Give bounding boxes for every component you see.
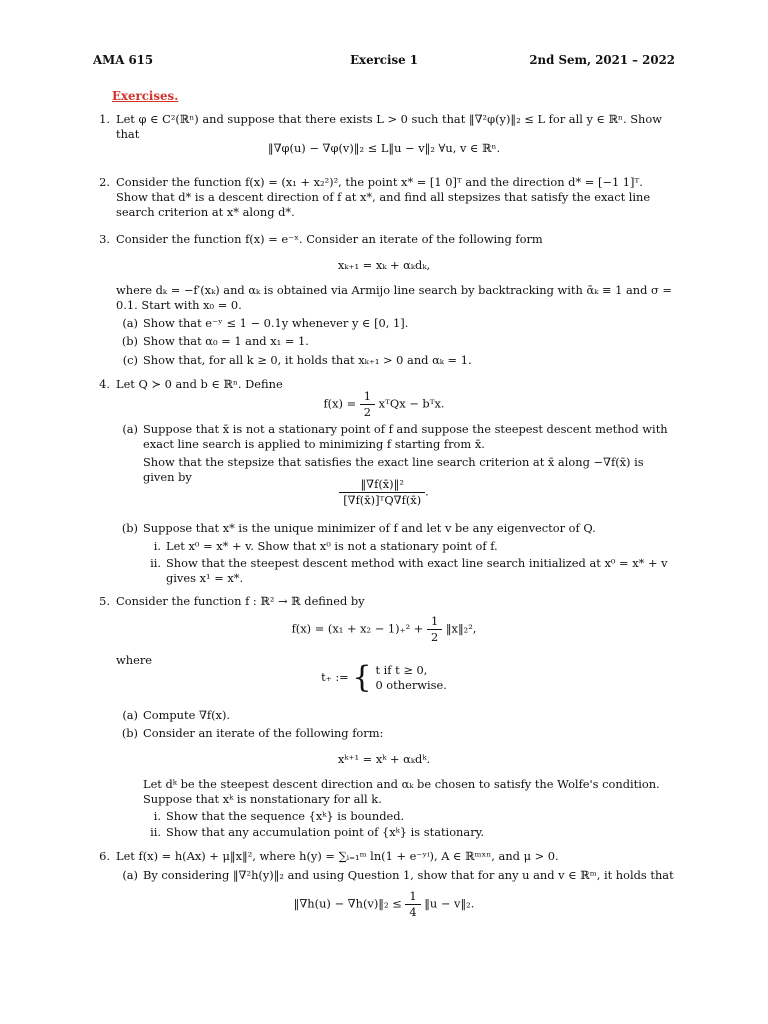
part-label: (a)	[122, 316, 138, 330]
cases-list: t if t ≥ 0, 0 otherwise.	[375, 663, 447, 692]
exercise-5-part-b-i	[153, 809, 675, 824]
exercise-6-part-a	[122, 868, 675, 883]
part-text: Show that e⁻ʸ ≤ 1 − 0.1y whenever y ∈ [0, 1].	[143, 316, 409, 330]
part-text: Suppose that x̄ is not a stationary point of f and suppose the steepest descent method with exact line search is applied to minimizing f starting from x̄.	[143, 422, 668, 451]
exercise-3	[99, 232, 675, 247]
part-label: (a)	[122, 868, 138, 882]
part-label: (b)	[121, 726, 138, 740]
part-label: (b)	[121, 521, 138, 535]
subpart-text: Show that the sequence {xᵏ} is bounded.	[166, 809, 405, 823]
part-text: By considering ‖∇²h(y)‖₂ and using Question 1, show that for any u and v ∈ ℝᵐ, it holds that	[143, 868, 674, 882]
exercise-3-text2: where dₖ = −f′(xₖ) and αₖ is obtained via Armijo line search by backtracking with ᾱₖ ≡ 1 and σ = 0.1. Start with x₀ = 0.	[116, 283, 672, 312]
exercise-text: Let f(x) = h(Ax) + μ‖x‖², where h(y) = ∑ᵢ₌₁ᵐ ln(1 + e⁻ʸⁱ), A ∈ ℝᵐˣⁿ, and μ > 0.	[116, 849, 559, 863]
exercise-5-part-b-text2: Let dᵏ be the steepest descent direction and αₖ be chosen to satisfy the Wolfe's condition. Suppose that xᵏ is nonstationary for all k.	[143, 777, 660, 806]
exercise-1-equation: ‖∇φ(u) − ∇φ(v)‖₂ ≤ L‖u − v‖₂ ∀u, v ∈ ℝⁿ.	[267, 141, 501, 155]
left-brace: {	[352, 659, 372, 695]
part-text: Show that α₀ = 1 and x₁ = 1.	[143, 334, 309, 348]
part-text: Consider an iterate of the following form:	[143, 726, 384, 740]
exercise-5	[99, 594, 675, 609]
exercise-number: 4.	[99, 377, 110, 391]
exercise-4-part-a	[122, 422, 675, 452]
fraction: $\frac{\text{‖∇f(x̄)‖²}}{\text{[∇f(x̄)]ᵀQ∇f(x̄)}}$	[339, 477, 425, 508]
exercise-5-part-b	[121, 726, 675, 741]
subpart-label: ii.	[150, 825, 161, 839]
exercise-5-iterate-equation: xᵏ⁺¹ = xᵏ + αₖdᵏ.	[337, 752, 431, 766]
exercise-number: 6.	[99, 849, 110, 863]
exercise-text: Consider the function f(x) = e⁻ˣ. Consider an iterate of the following form	[116, 232, 543, 246]
exercise-number: 3.	[99, 232, 110, 246]
semester: 2nd Sem, 2021 – 2022	[529, 53, 675, 67]
subpart-text: Show that any accumulation point of {xᵏ} is stationary.	[166, 825, 485, 839]
exercise-5-where: where	[116, 653, 153, 667]
exercise-3-part-a	[122, 316, 675, 331]
exercise-3-part-c	[122, 353, 675, 368]
part-label: (c)	[122, 353, 138, 367]
exercise-5-part-a	[122, 708, 675, 723]
exercise-6	[99, 849, 675, 864]
exercise-4-part-b	[121, 521, 675, 536]
exercise-4-equation: f(x) = $\frac{1}{2}$ xᵀQx − bᵀx.	[323, 389, 445, 419]
part-text: Show that, for all k ≥ 0, it holds that xₖ₊₁ > 0 and αₖ = 1.	[143, 353, 472, 367]
part-text: Compute ∇f(x).	[143, 708, 231, 722]
exercise-5-cases: t₊ := { t if t ≥ 0, 0 otherwise.	[321, 659, 447, 695]
subpart-label: ii.	[150, 556, 161, 570]
exercise-1	[99, 112, 675, 142]
exercise-4-part-b-i	[153, 539, 675, 554]
part-label: (b)	[121, 334, 138, 348]
exercise-4-part-b-ii	[150, 556, 675, 586]
exercise-5-equation: f(x) = (x₁ + x₂ − 1)₊² + $\frac{1}{2}$ ‖x‖₂²,	[291, 614, 477, 644]
exercise-text: Let Q ≻ 0 and b ∈ ℝⁿ. Define	[116, 377, 283, 391]
exercise-5-part-b-ii	[150, 825, 675, 840]
exercise-4-part-a-text2: Show that the stepsize that satisfies the exact line search criterion at x̄ along −∇f(x̄) is given by	[143, 455, 644, 484]
exercise-text: Let φ ∈ C²(ℝⁿ) and suppose that there exists L > 0 such that ‖∇²φ(y)‖₂ ≤ L for all y ∈ ℝⁿ. Show that	[116, 112, 662, 141]
fraction: $\frac{1}{2}$	[427, 614, 442, 645]
sheet-title: Exercise 1	[350, 53, 418, 67]
exercise-text: Consider the function f(x) = (x₁ + x₂²)², the point x* = [1 0]ᵀ and the direction d* = [−1 1]ᵀ. Show that d* is a descent direction of f at x*, and find all stepsizes that satisfy the exact line search criterion at x* along d*.	[116, 175, 651, 219]
page-header	[93, 53, 675, 69]
subpart-text: Show that the steepest descent method with exact line search initialized at x⁰ = x* + v gives x¹ = x*.	[166, 556, 668, 585]
part-text: Suppose that x* is the unique minimizer of f and let v be any eigenvector of Q.	[143, 521, 596, 535]
course-code: AMA 615	[93, 53, 154, 67]
exercise-number: 5.	[99, 594, 110, 608]
exercise-4-stepsize-formula: $\frac{\text{‖∇f(x̄)‖²}}{\text{[∇f(x̄)]ᵀQ∇f(x̄)}}$ .	[93, 477, 675, 508]
part-label: (a)	[122, 422, 138, 436]
exercise-2	[99, 175, 675, 219]
subpart-text: Let x⁰ = x* + v. Show that x⁰ is not a stationary point of f.	[166, 539, 498, 553]
exercise-3-part-b	[121, 334, 675, 349]
subpart-label: i.	[153, 539, 161, 553]
fraction: $\frac{1}{4}$	[405, 889, 420, 920]
section-title: Exercises.	[112, 89, 179, 103]
part-label: (a)	[122, 708, 138, 722]
exercise-6-equation: ‖∇h(u) − ∇h(v)‖₂ ≤ $\frac{1}{4}$ ‖u − v‖₂.	[293, 889, 475, 919]
exercise-number: 1.	[99, 112, 110, 126]
subpart-label: i.	[153, 809, 161, 823]
exercise-3-equation: xₖ₊₁ = xₖ + αₖdₖ,	[337, 258, 431, 272]
fraction: $\frac{1}{2}$	[360, 389, 375, 420]
exercise-number: 2.	[99, 175, 110, 189]
exercise-text: Consider the function f : ℝ² → ℝ defined by	[116, 594, 365, 608]
